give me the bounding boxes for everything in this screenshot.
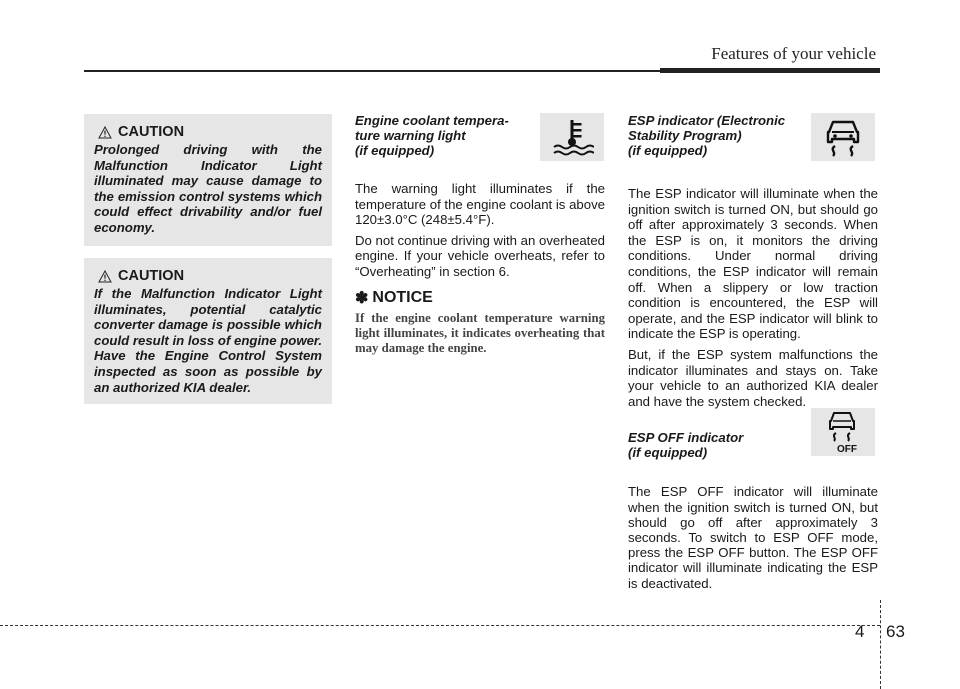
warning-triangle-icon — [98, 126, 112, 139]
caution-text: Prolonged driving with the Malfunction Indicator Light illuminated may cause damage to the emission control systems which could effect drivability and/or fuel economy. — [94, 142, 322, 235]
caution-title: CAUTION — [118, 268, 185, 284]
coolant-paragraph-1: The warning light illuminates if the temperature of the engine coolant is above 120±3.0°C (248±5.4°F). — [355, 181, 605, 228]
esp-off-paragraph: The ESP OFF indicator will illuminate when the ignition switch is turned ON, but should go off after approximately 3 seconds. To switch to ESP OFF mode, press the ESP OFF button. The ESP OFF indicator will illuminate indicating the ESP is deactivated. — [628, 484, 878, 591]
caution-box-1 — [84, 114, 332, 246]
footer-divider — [0, 625, 880, 626]
esp-off-icon-box — [811, 408, 875, 456]
notice-text: If the engine coolant temperature warning light illuminates, it indicates overheating that may damage the engine. — [355, 310, 605, 355]
esp-off-icon — [823, 410, 863, 454]
caution-title: CAUTION — [118, 124, 185, 140]
esp-skidding-car-icon — [823, 116, 863, 158]
caution-heading — [94, 124, 322, 140]
esp-off-title: ESP OFF indicator (if equipped) — [628, 430, 744, 461]
coolant-title: Engine coolant tempera- ture warning light (if equipped) — [355, 113, 509, 158]
caution-box-2 — [84, 258, 332, 404]
esp-off-icon-label: OFF — [837, 444, 857, 454]
esp-paragraph-2: But, if the ESP system malfunctions the indicator illuminates and stays on. Take your vehicle to an authorized KIA dealer and have the system checked. — [628, 346, 878, 409]
esp-paragraph-1: The ESP indicator will illuminate when the ignition switch is turned ON, but should go off after approximately 3 seconds. When the ESP is on, it monitors the driving conditions. Under normal driving conditions, the ESP indicator will remain off. When a slippery or low traction condition is encountered, the ESP will operate, and the ESP indicator will blink to indicate the ESP is operating. — [628, 186, 878, 342]
section-header-title: Features of your vehicle — [711, 44, 876, 63]
coolant-section — [355, 113, 605, 356]
notice-heading — [355, 288, 605, 308]
esp-icon-box — [811, 113, 875, 161]
caution-heading — [94, 268, 322, 284]
notice-title: NOTICE — [372, 288, 433, 306]
coolant-paragraph-2: Do not continue driving with an overheated engine. If your vehicle overheats, refer to “Overheating” in section 6. — [355, 232, 605, 279]
notice-star-icon: ✽ — [355, 289, 369, 307]
coolant-temperature-icon — [550, 117, 594, 157]
page-number: 63 — [886, 622, 905, 641]
header-divider-accent — [660, 68, 880, 73]
esp-section — [628, 113, 878, 596]
footer-vertical-divider — [880, 600, 881, 689]
esp-title: ESP indicator (Electronic Stability Program) (if equipped) — [628, 113, 786, 158]
coolant-icon-box — [540, 113, 604, 161]
chapter-number: 4 — [855, 622, 865, 641]
warning-triangle-icon — [98, 270, 112, 283]
caution-text: If the Malfunction Indicator Light illuminates, potential catalytic converter damage is possible which could result in loss of engine power. Have the Engine Control System inspected as soon as possible by an authorized KIA dealer. — [94, 286, 322, 395]
